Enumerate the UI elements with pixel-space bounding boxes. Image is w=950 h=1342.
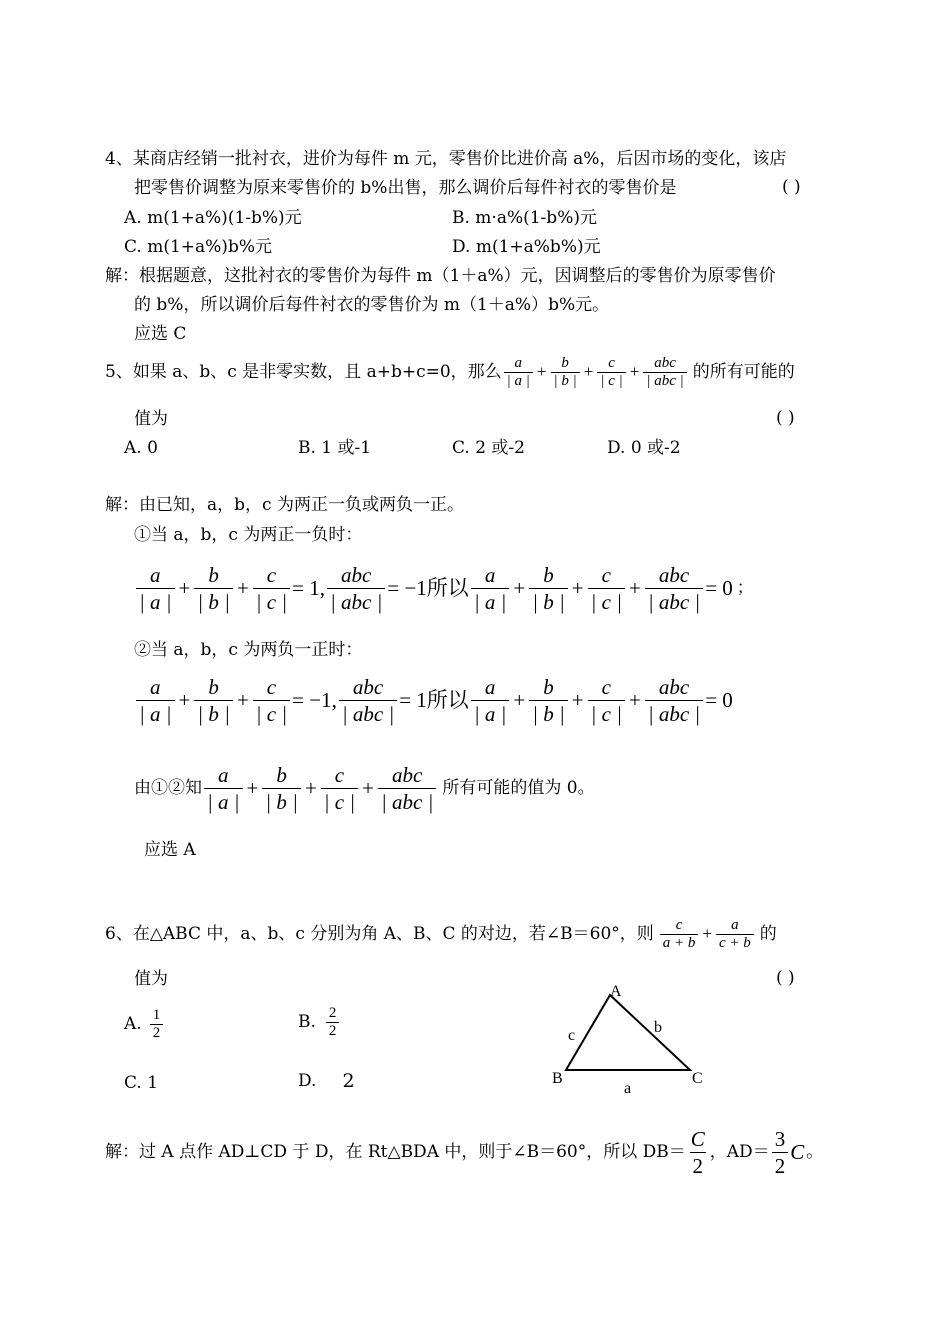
side-label-b: b <box>654 1019 662 1036</box>
q4-option-a: A. m(1+a%)(1-b%)元 <box>124 208 302 228</box>
q5-equation-1: $\frac{a}{| a |}$ + $\frac{b}{| b |}$ + $\frac{c}{| c |}$ = 1, $\frac{\text{abc}}{\text{| abc |}}$ = −1所以 $\frac{a}{| a |}$ + $\frac{b}{| b |}$ + $\frac{c}{| c |}$ + $\frac{\text{abc}}{\text{| abc |}}$ = 0 ； <box>134 560 754 616</box>
q6-option-d: D. 2 <box>298 1070 355 1092</box>
q4-answer-paren: ( ) <box>782 177 801 197</box>
side-label-c: c <box>568 1027 576 1044</box>
q5-option-c: C. 2 或-2 <box>452 438 525 458</box>
q6-option-c: C. 1 <box>124 1073 159 1093</box>
q6-line2: 值为 <box>134 969 168 989</box>
q4-option-b: B. m·a%(1-b%)元 <box>452 208 597 228</box>
q4-option-d: D. m(1+a%b%)元 <box>452 237 601 257</box>
q4-solution-line2: 的 b%，所以调价后每件衬衣的零售价为 m（1＋a%）b%元。 <box>134 295 610 315</box>
q5-option-a: A. 0 <box>124 438 158 458</box>
q6-solution: 解：过 A 点作 AD⊥CD 于 D，在 Rt△BDA 中，则于∠B＝60°，所以 DB＝ $\frac{C}{2}$ ，AD＝ $\frac{3}{2}$ C 。 <box>105 1126 824 1178</box>
q5-suffix: 的所有可能的 <box>692 362 795 382</box>
fraction-b: $\frac{b}{| b |}$ <box>551 355 580 390</box>
q5-answer: 应选 A <box>144 840 196 860</box>
q5-option-d: D. 0 或-2 <box>607 438 681 458</box>
q5-conclusion: 由①②知 $\frac{a}{| a |}$ + $\frac{b}{| b |}$ + $\frac{c}{| c |}$ + $\frac{\text{abc}}{\text{| abc |}}$ 所有可能的值为 0。 <box>134 762 595 814</box>
q5-case1: ①当 a，b，c 为两正一负时： <box>134 525 363 545</box>
fraction-c: $\frac{c}{| c |}$ <box>597 355 625 390</box>
triangle-diagram <box>540 980 720 1100</box>
q6-option-a: A. $\frac{1}{2}$ <box>124 1004 165 1044</box>
q5-option-b: B. 1 或-1 <box>298 438 372 458</box>
plus-sign: + <box>536 362 547 381</box>
q4-answer: 应选 C <box>134 324 187 344</box>
q5-prefix: 5、如果 a、b、c 是非零实数，且 a+b+c=0，那么 <box>105 362 502 382</box>
plus-sign: + <box>629 362 640 381</box>
q5-line2: 值为 <box>134 409 168 429</box>
q5-stem <box>105 352 795 392</box>
q4-solution-line1: 解：根据题意，这批衬衣的零售价为每件 m（1＋a%）元，因调整后的零售价为原零售价 <box>105 266 776 286</box>
vertex-label-c: C <box>692 1070 703 1087</box>
q4-line1: 4、某商店经销一批衬衣，进价为每件 m 元，零售价比进价高 a%，后因市场的变化，该店 <box>105 149 787 169</box>
q5-answer-paren: ( ) <box>776 408 795 428</box>
vertex-label-a: A <box>610 983 622 1000</box>
q4-option-c: C. m(1+a%)b%元 <box>124 237 272 257</box>
q5-solution-intro: 解：由已知，a，b，c 为两正一负或两负一正。 <box>105 495 464 515</box>
vertex-label-b: B <box>552 1070 563 1087</box>
fraction-abc: $\frac{\text{abc}}{\text{| abc |}}$ <box>643 355 686 390</box>
q4-line2: 把零售价调整为原来零售价的 b%出售，那么调价后每件衬衣的零售价是 <box>134 178 677 198</box>
q6-option-b: B. $\frac{2}{2}$ <box>298 1002 341 1042</box>
q6-answer-paren: ( ) <box>776 968 795 988</box>
q5-case2: ②当 a，b，c 为两负一正时： <box>134 640 363 660</box>
q6-stem: 6、在△ABC 中，a、b、c 分别为角 A、B、C 的对边，若∠B＝60°，则 $\frac{c}{a + b}$ + $\frac{a}{c + b}$ 的 <box>105 916 777 951</box>
plus-sign: + <box>583 362 594 381</box>
side-label-a: a <box>624 1080 632 1097</box>
triangle-shape <box>566 995 690 1070</box>
q5-equation-2: $\frac{a}{| a |}$ + $\frac{b}{| b |}$ + $\frac{c}{| c |}$ = −1, $\frac{\text{abc}}{\text{| abc |}}$ = 1所以 $\frac{a}{| a |}$ + $\frac{b}{| b |}$ + $\frac{c}{| c |}$ + $\frac{\text{abc}}{\text{| abc |}}$ = 0 <box>134 672 733 728</box>
fraction-a: $\frac{a}{| a |}$ <box>504 355 533 390</box>
